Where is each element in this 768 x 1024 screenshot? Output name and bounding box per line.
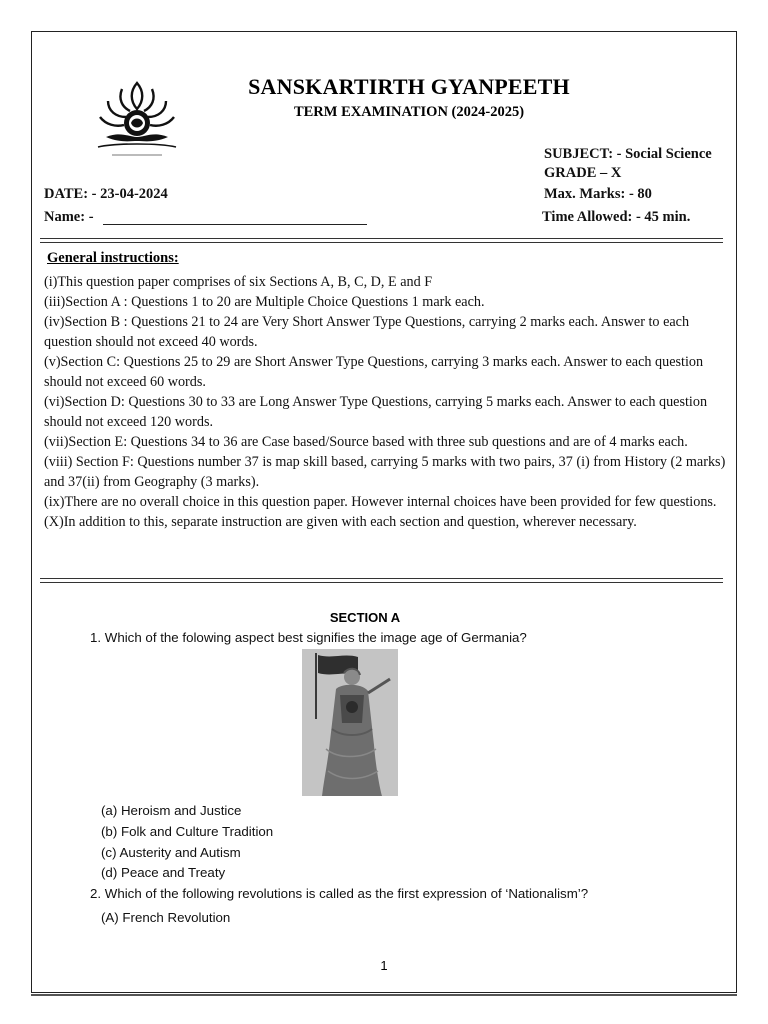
page-border-shadow — [31, 994, 737, 996]
instruction-line: (X)In addition to this, separate instruction are given with each section and question, wherever necessary. — [44, 514, 637, 530]
instructions-list — [44, 272, 728, 532]
header-divider-top — [40, 238, 723, 239]
instruction-line: (iv)Section B : Questions 21 to 24 are Very Short Answer Type Questions, carrying 2 marks each. Answer to each question should not exceed 40 words. — [44, 314, 690, 350]
instruction-line: (v)Section C: Questions 25 to 29 are Short Answer Type Questions, carrying 3 marks each. Answer to each question should not exceed 60 words. — [44, 354, 704, 390]
q2-option-a: (A) French Revolution — [101, 910, 231, 925]
germania-image — [302, 649, 398, 796]
header-divider-bottom — [40, 242, 723, 243]
page-number: 1 — [380, 958, 388, 973]
exam-title: TERM EXAMINATION (2024-2025) — [293, 104, 525, 120]
name-label: Name: - — [44, 209, 94, 225]
instruction-line: (ix)There are no overall choice in this question paper. However internal choices have been provided for few questions. — [44, 494, 717, 510]
instructions-title: General instructions: — [47, 250, 179, 266]
grade-label: GRADE – X — [544, 165, 622, 181]
instruction-line: (i)This question paper comprises of six Sections A, B, C, D, E and F — [44, 274, 433, 290]
instruction-line: (vii)Section E: Questions 34 to 36 are Case based/Source based with three sub questions and are of 4 marks each. — [44, 434, 688, 450]
school-name: SANSKARTIRTH GYANPEETH — [248, 74, 570, 99]
instructions-divider-bottom — [40, 582, 723, 583]
instruction-line: (vi)Section D: Questions 30 to 33 are Long Answer Type Questions, carrying 5 marks each. Answer to each question should not exceed 120 words. — [44, 394, 708, 430]
instructions-divider-top — [40, 578, 723, 579]
q1-option-c: (c) Austerity and Autism — [101, 845, 241, 860]
section-a-heading: SECTION A — [329, 610, 401, 625]
q1-option-d: (d) Peace and Treaty — [101, 865, 226, 880]
question-1: 1. Which of the folowing aspect best signifies the image age of Germania? — [90, 630, 527, 645]
max-marks-label: Max. Marks: - 80 — [544, 186, 652, 202]
question-2: 2. Which of the following revolutions is called as the first expression of ‘Nationalism’? — [90, 886, 589, 901]
subject-label: SUBJECT: - Social Science — [544, 146, 712, 162]
instruction-line: (iii)Section A : Questions 1 to 20 are Multiple Choice Questions 1 mark each. — [44, 294, 485, 310]
date-label: DATE: - 23-04-2024 — [44, 186, 168, 202]
q1-option-b: (b) Folk and Culture Tradition — [101, 824, 274, 839]
time-allowed-label: Time Allowed: - 45 min. — [542, 209, 691, 225]
name-fill-line — [103, 224, 367, 225]
q1-option-a: (a) Heroism and Justice — [101, 803, 242, 818]
instruction-line: (viii) Section F: Questions number 37 is map skill based, carrying 5 marks with two pairs, 37 (i) from History (2 marks) and 37(ii) from Geography (3 marks). — [44, 454, 726, 490]
